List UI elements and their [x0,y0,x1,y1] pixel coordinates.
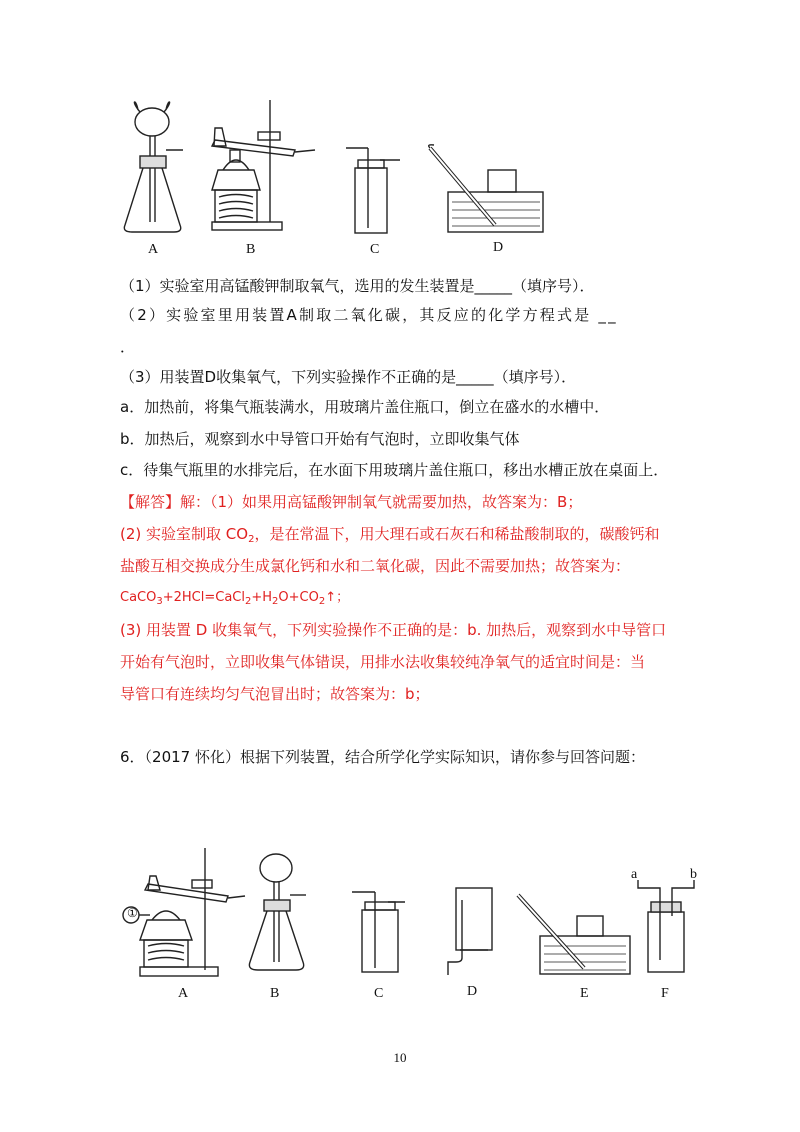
figure-1-label-b: B [246,242,256,257]
apparatus-d-trough [429,145,543,232]
answer-equation: $CaCO_3+2HCl=CaCl_2+H_2O+CO_2↑$； [120,590,350,607]
apparatus-a-flask [124,102,183,232]
question-1: （1）实验室用高锰酸钾制取氧气，选用的发生装置是_____（填序号）． [120,277,595,295]
page-number: 10 [393,1050,407,1065]
figure-1-label-c: C [370,242,380,257]
apparatus-f-bottle [638,880,694,972]
figure-1-label-d: D [493,240,504,255]
question-2: （2）实验室里用装置A制取二氧化碳，其反应的化学方程式是 __ [120,306,618,324]
answer-line-1: 【解答】解：（1）如果用高锰酸钾制氧气就需要加热，故答案为：B； [120,493,583,511]
figure-2-label-f: F [661,986,669,1001]
apparatus-a-heating [123,848,245,976]
apparatus-c-bottle [346,148,400,233]
circle-label: ① [127,906,138,920]
figure-2-label-d: D [467,984,478,999]
figure-1-apparatus [0,0,800,270]
answer-line-2: (2) 实验室制取 $CO_2$，是在常温下，用大理石或石灰石和稀盐酸制取的，碳酸钙和 [120,525,660,545]
apparatus-b-flask [249,854,306,970]
option-c: c．待集气瓶里的水排完后，在水面下用玻璃片盖住瓶口，移出水槽正放在桌面上． [120,461,669,479]
apparatus-e-trough [518,895,630,974]
figure-2-label-e: E [580,986,589,1001]
answer-line-5: (3) 用装置 D 收集氧气，下列实验操作不正确的是：b. 加热后，观察到水中导管口 [120,621,667,639]
figure-2-label-b: B [270,986,280,1001]
figure-2-apparatus [0,840,800,1000]
figure-1-label-a: A [148,242,159,257]
answer-line-6: 开始有气泡时，立即收集气体错误，用排水法收集较纯净氧气的适宜时间是：当 [120,653,646,671]
answer-line-7: 导管口有连续均匀气泡冒出时；故答案为：b； [120,685,430,703]
apparatus-b-heating [212,100,315,230]
answer-heading: 【解答】 [120,493,181,511]
option-b: b．加热后，观察到水中导管口开始有气泡时，立即收集气体 [120,430,520,448]
apparatus-c-bottle [352,892,405,972]
question-2-end: ． [120,338,136,356]
question-6: 6．（2017 怀化）根据下列装置，结合所学化学实际知识，请你参与回答问题： [120,748,645,766]
tube-label-a: a [631,867,638,882]
figure-2-label-c: C [374,986,384,1001]
option-a: a．加热前，将集气瓶装满水，用玻璃片盖住瓶口，倒立在盛水的水槽中． [120,398,610,416]
figure-2-label-a: A [178,986,189,1001]
question-3: （3）用装置D收集氧气，下列实验操作不正确的是_____（填序号）． [120,368,577,386]
tube-label-b: b [690,867,697,882]
answer-line-3: 盐酸互相交换成分生成氯化钙和水和二氧化碳，因此不需要加热；故答案为： [120,557,631,575]
apparatus-d-inverted [448,888,492,975]
